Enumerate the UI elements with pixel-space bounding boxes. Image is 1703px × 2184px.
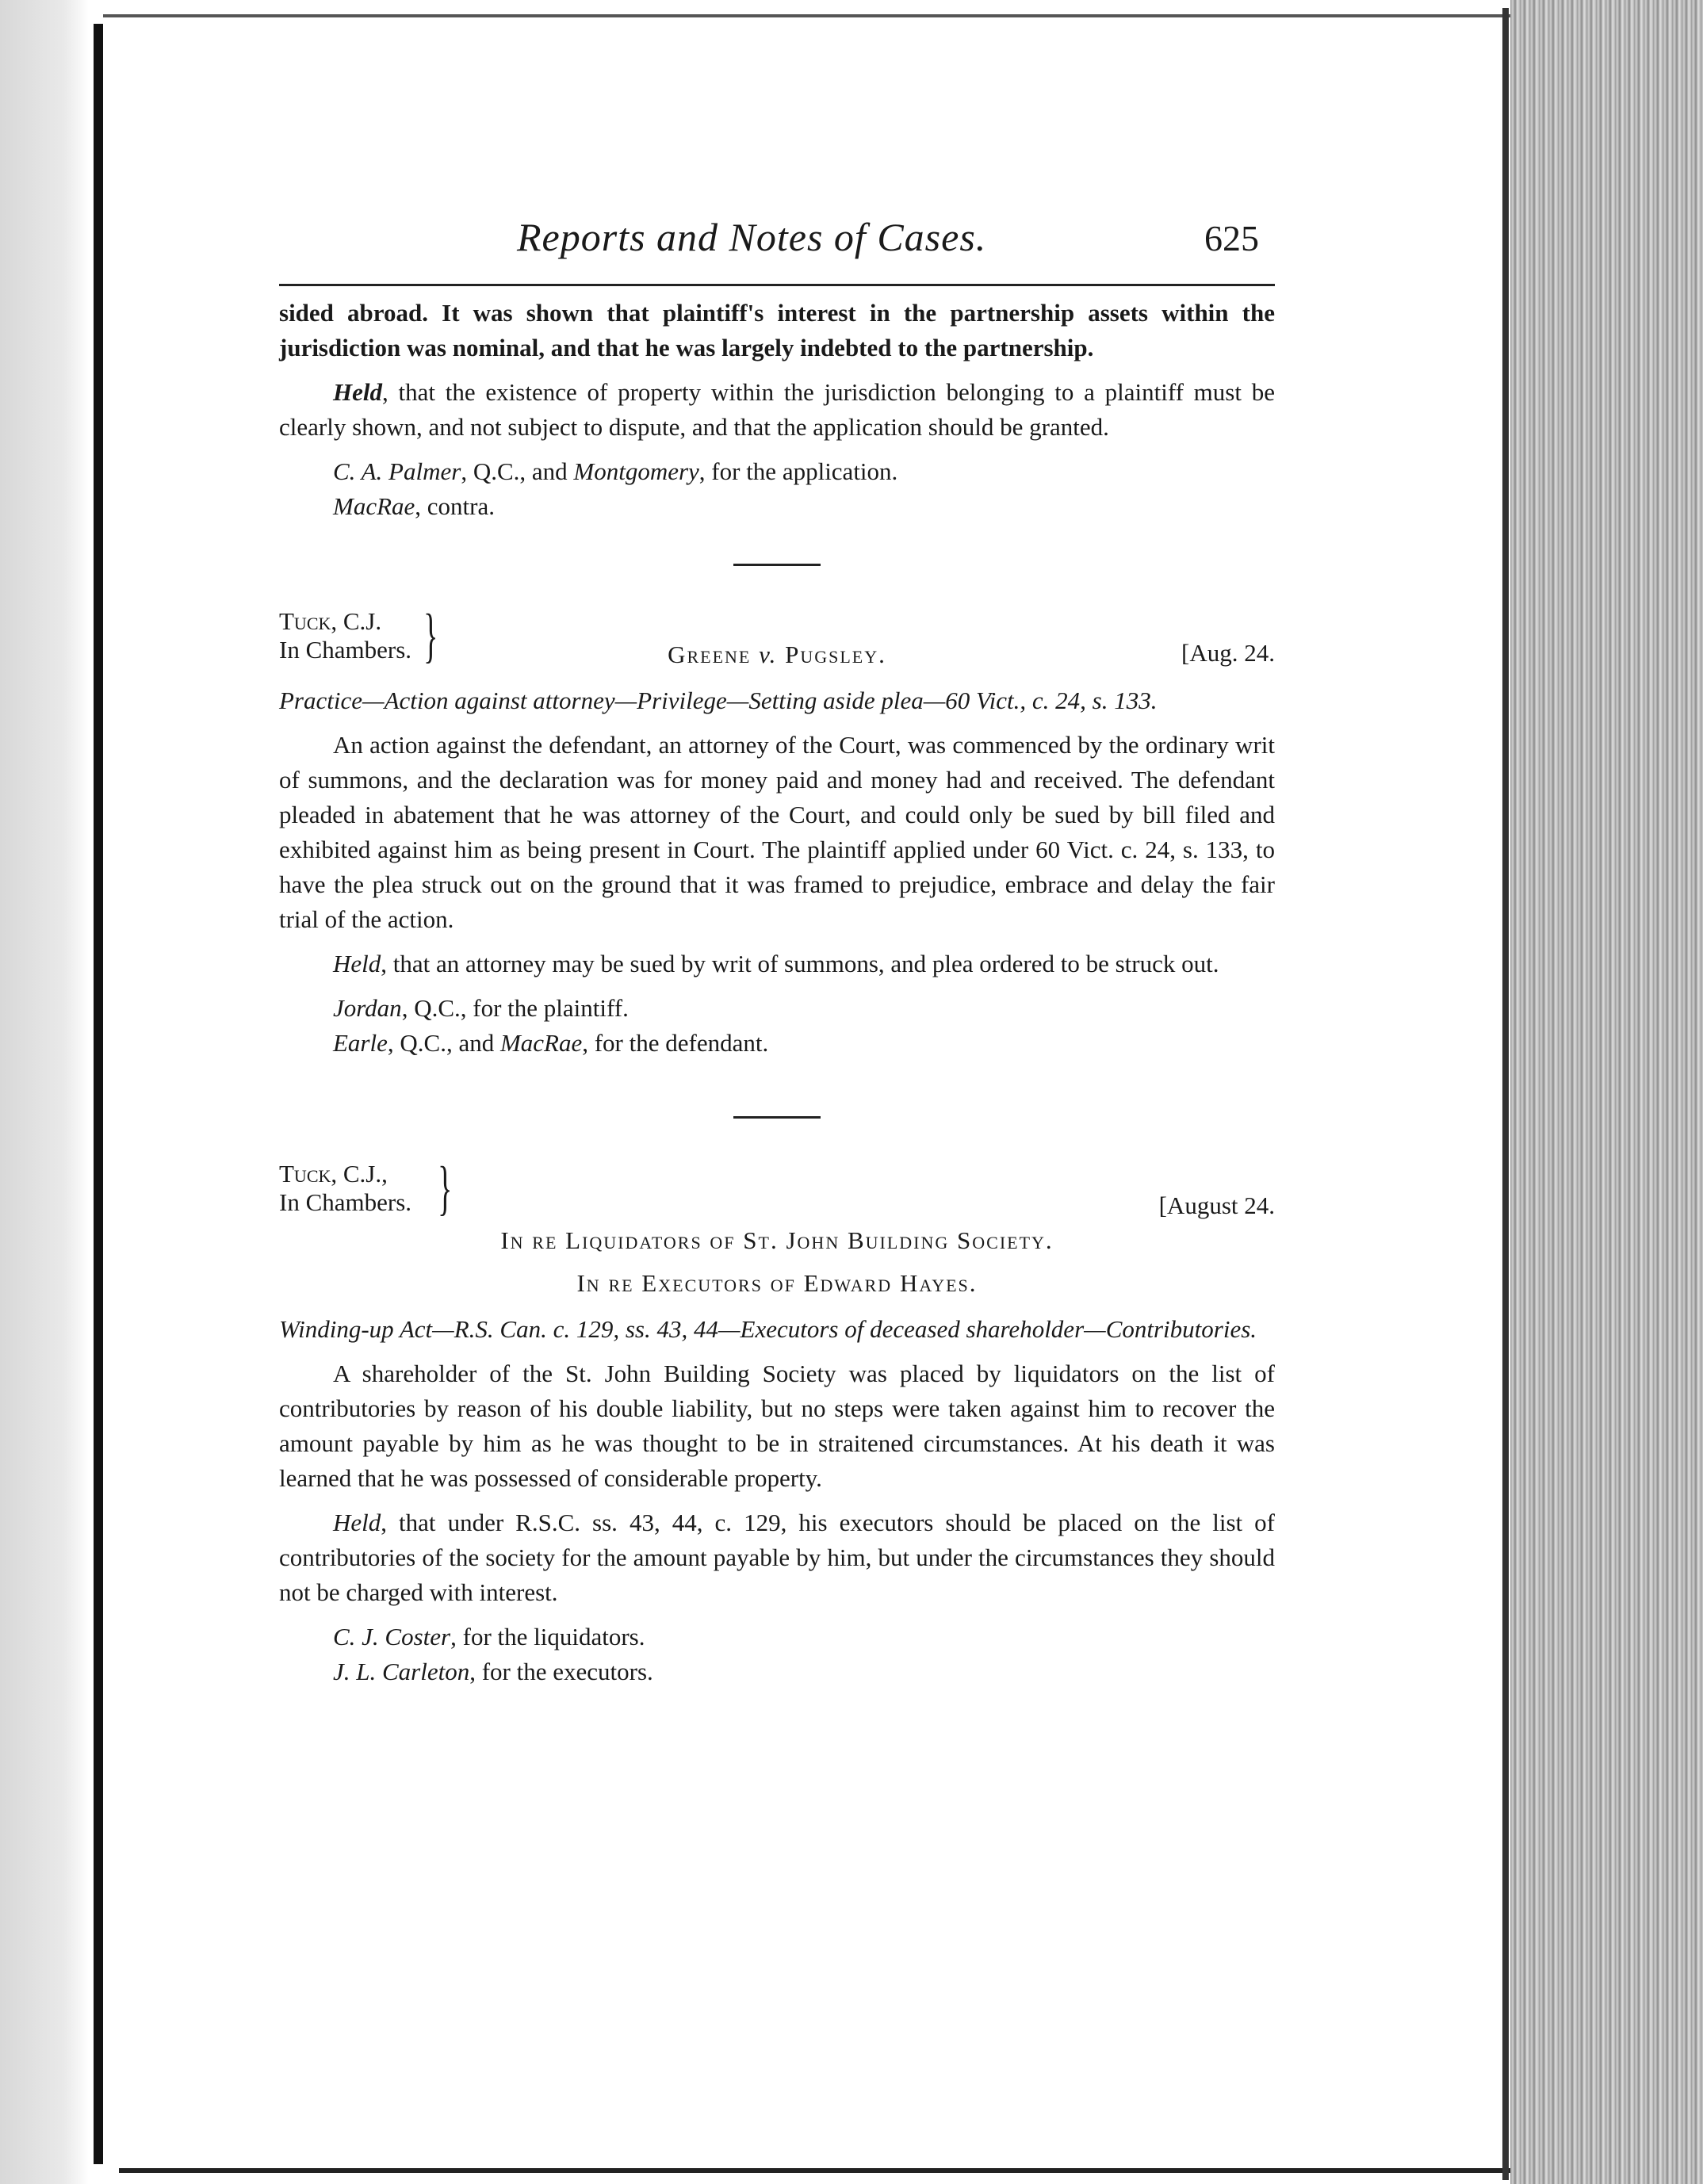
chambers-label: In Chambers. [279,636,412,664]
held-text: , that the existence of property within the jurisdiction belonging to a plaintiff must be clearly shown, and not subject to dispute, and that the application should be granted. [279,378,1275,441]
case-1-counsel-2 [279,489,1275,524]
counsel-name: C. J. Coster [333,1623,451,1650]
chambers-label: In Chambers. [279,1188,412,1216]
counsel-text: , Q.C., and [387,1029,500,1057]
case-3 [279,1155,1275,1689]
brace-icon: } [438,1155,453,1222]
held-label: Held [333,1509,381,1536]
counsel-name: Earle [333,1029,388,1057]
case-2-counsel-2 [279,1026,1275,1061]
case-3-header [279,1155,1275,1226]
scan-bottom-edge [119,2168,1530,2173]
case-1-counsel-1 [279,454,1275,489]
case-3-title-2: In re Executors of Edward Hayes. [576,1269,978,1297]
scan-top-edge [103,14,1514,17]
counsel-text: , Q.C., and [461,457,574,485]
case-3-counsel-2 [279,1654,1275,1689]
case-1-held [279,375,1275,445]
counsel-text: , Q.C., for the plaintiff. [401,994,629,1022]
scan-page-stack-right [1510,0,1703,2184]
case-3-counsel-1 [279,1620,1275,1654]
case-2-header [279,602,1275,674]
brace-icon: } [423,602,438,669]
versus: v. [759,641,778,668]
case-2-paragraph: An action against the defendant, an attorney of the Court, was commenced by the ordinary writ of summons, and the declaration was for money paid and money had and received. The defendant pleaded in abatement that he was attorney of the Court, and could only be sued by bill filed and exhibited against him as being present in Court. The plaintiff applied under 60 Vict. c. 24, s. 133, to have the plea struck out on the ground that it was framed to prejudice, embrace and delay the fair trial of the action. [279,731,1275,933]
judge-name: Tuck, C.J. [279,607,382,635]
party-name: Greene [668,641,752,668]
judge-block [279,1155,460,1222]
counsel-name: Jordan [333,994,402,1022]
case-date: [Aug. 24. [1181,639,1275,667]
running-head-title: Reports and Notes of Cases. [517,215,987,259]
held-label: Held [333,378,382,406]
counsel-name: MacRae [333,492,415,520]
case-2-held [279,947,1275,981]
counsel-name: C. A. Palmer [333,457,461,485]
judge-block [279,602,446,669]
section-divider [733,1116,821,1119]
scan-right-border [1502,8,1509,2180]
case-3-paragraph: A shareholder of the St. John Building Society was placed by liquidators on the list of contributories by reason of his double liability, but no steps were taken against him to recover the amount payable by him as he was thought to be in straitened circumstances. At his death it was learned that he was possessed of considerable property. [279,1360,1275,1492]
case-date: [August 24. [1158,1191,1275,1219]
counsel-text: , for the executors. [469,1658,653,1685]
case-1-paragraph: sided abroad. It was shown that plaintiff's interest in the partnership assets within the jurisdiction was nominal, and that he was largely indebted to the partnership. [279,299,1275,361]
held-text: , that an attorney may be sued by writ of summons, and plea ordered to be struck out. [381,950,1219,977]
case-2-headnote: Practice—Action against attorney—Privilege—Setting aside plea—60 Vict., c. 24, s. 133. [279,687,1158,714]
counsel-name: MacRae [499,1029,583,1057]
counsel-text: , for the defendant. [582,1029,769,1057]
case-2-counsel-1 [279,991,1275,1026]
counsel-name: J. L. Carleton [333,1658,470,1685]
scan-binding-line [94,24,103,2164]
party-name: Pugsley. [785,641,886,668]
judge-name: Tuck, C.J., [279,1160,388,1188]
case-2 [279,602,1275,1061]
running-head [279,214,1275,286]
counsel-text: , for the liquidators. [450,1623,645,1650]
case-1-tail [279,296,1275,524]
case-3-headnote: Winding-up Act—R.S. Can. c. 129, ss. 43, 44—Executors of deceased shareholder—Contributories. [279,1315,1257,1343]
held-label: Held [333,950,381,977]
document-page [279,214,1275,1689]
counsel-text: , contra. [415,492,495,520]
counsel-text: , for the application. [698,457,898,485]
case-3-title-1: In re Liquidators of St. John Building Society. [500,1226,1054,1254]
held-text: , that under R.S.C. ss. 43, 44, c. 129, his executors should be placed on the list of contributories of the society for the amount payable by him, but under the circumstances they should not be charged with interest. [279,1509,1275,1606]
case-3-held [279,1505,1275,1610]
counsel-name: Montgomery [573,457,699,485]
page-number: 625 [1204,218,1259,258]
section-divider [733,564,821,566]
